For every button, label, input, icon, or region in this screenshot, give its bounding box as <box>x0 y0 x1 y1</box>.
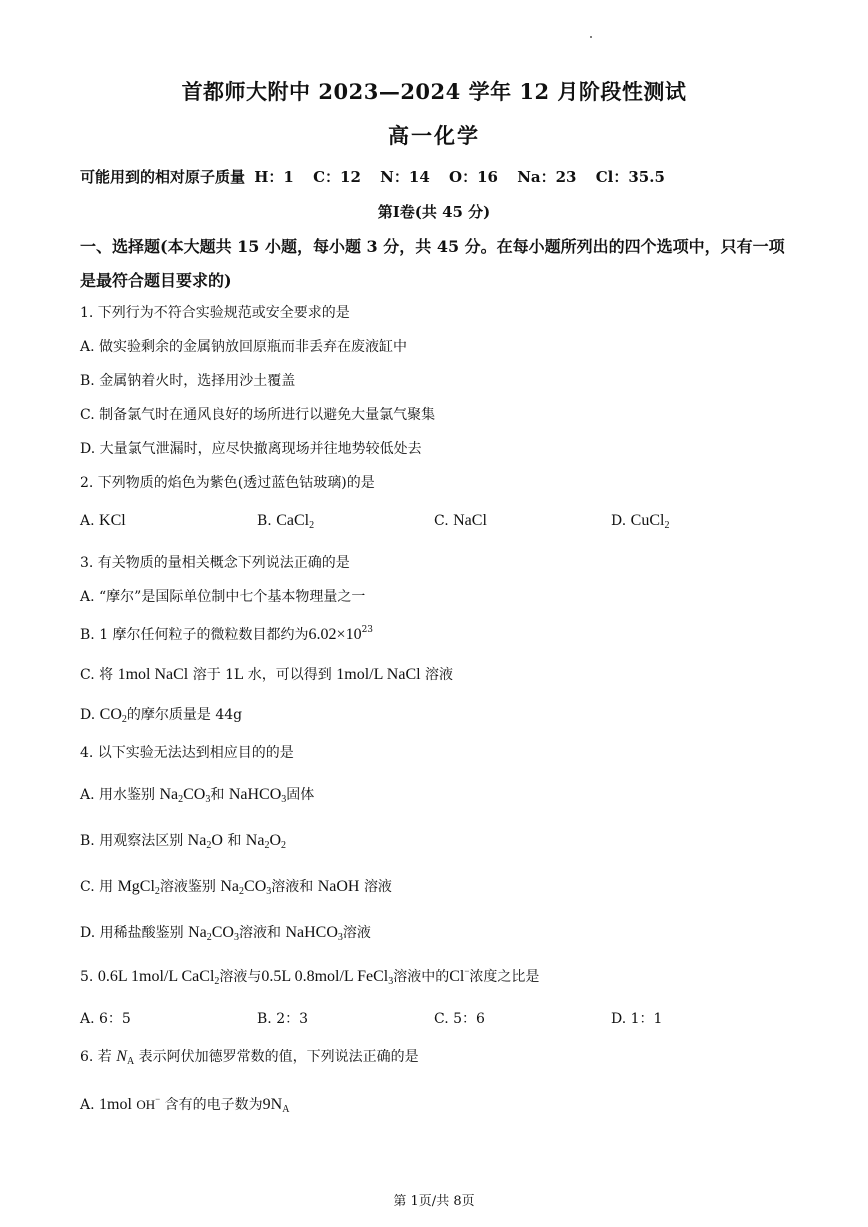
q1-option-b: B. 金属钠着火时，选择用沙土覆盖 <box>80 373 296 389</box>
q3-stem: 3. 有关物质的量相关概念下列说法正确的是 <box>80 555 350 571</box>
q5-option-c: C. 5：6 <box>434 1011 485 1027</box>
atomic-masses <box>80 166 679 187</box>
page-footer: 第 1页/共 8页 <box>393 1194 475 1209</box>
q2-stem: 2. 下列物质的焰色为紫色(透过蓝色钴玻璃)的是 <box>80 475 375 491</box>
q5-option-d: D. 1：1 <box>611 1011 663 1027</box>
q4-stem: 4. 以下实验无法达到相应目的的是 <box>80 745 294 761</box>
atomic-mass-item: C：12 <box>313 168 361 186</box>
atomic-mass-item: H：1 <box>254 168 294 186</box>
atomic-mass-item: O：16 <box>449 168 498 186</box>
formula: KCl <box>99 512 126 529</box>
q2-option-a <box>80 512 126 530</box>
q4-option-d: D. 用稀盐酸鉴别 $Na_2CO_3$溶液和 NaHCO$_3$溶液 <box>80 924 371 943</box>
q6-option-a: A. 1mol OH− 含有的电子数为$9N_A$ <box>80 1094 290 1115</box>
q2-option-d <box>611 512 669 531</box>
scan-dot <box>590 36 592 38</box>
volume-title: 第Ⅰ卷(共 45 分) <box>377 203 491 221</box>
atomic-mass-item: Cl：35.5 <box>595 168 665 186</box>
option-label: C. <box>434 513 449 529</box>
atomic-masses-label: 可能用到的相对原子质量 <box>80 168 246 186</box>
q3-option-c: C. 将 1mol NaCl 溶于 1L 水，可以得到 1mol/L NaCl 溶液 <box>80 666 454 683</box>
atomic-mass-item: N：14 <box>380 168 430 186</box>
q5-option-a: A. 6：5 <box>80 1011 131 1027</box>
q3-option-a: A. “摩尔”是国际单位制中七个基本物理量之一 <box>80 589 366 605</box>
page-title: 首都师大附中 2023—2024 学年 12 月阶段性测试 <box>181 79 687 104</box>
atomic-mass-item: Na：23 <box>517 168 577 186</box>
q3-option-b: B. 1 摩尔任何粒子的微粒数目都约为$6.02\times 10^{23}$ <box>80 625 374 643</box>
q4-option-b: B. 用观察法区别 $Na_2O$ 和 $Na_2O_2$ <box>80 832 286 851</box>
q3-option-d: D. $CO_2$的摩尔质量是 44g <box>80 706 243 725</box>
q6-stem: 6. 若 $N_A$ 表示阿伏加德罗常数的值，下列说法正确的是 <box>80 1048 419 1067</box>
option-label: D. <box>611 513 627 529</box>
formula: CaCl$_2$ <box>276 512 315 531</box>
formula: CuCl$_2$ <box>630 512 670 531</box>
formula: NaCl <box>453 512 487 529</box>
page-subtitle: 高一化学 <box>388 123 480 148</box>
q1-option-d: D. 大量氯气泄漏时，应尽快撤离现场并往地势较低处去 <box>80 441 422 457</box>
option-label: B. <box>257 513 272 529</box>
q5-option-b: B. 2：3 <box>257 1011 309 1027</box>
q4-option-a: A. 用水鉴别 $Na_2CO_3$和 NaHCO$_3$固体 <box>80 786 315 805</box>
option-label: A. <box>80 513 95 529</box>
q2-option-b <box>257 512 314 531</box>
q1-stem: 1. 下列行为不符合实验规范或安全要求的是 <box>80 305 350 321</box>
q2-option-c <box>434 512 487 530</box>
q5-stem: 5. 0.6L 1mol/L CaCl$_2$溶液与0.5L 0.8mol/L FeCl$_3$溶液中的Cl−浓度之比是 <box>80 966 540 987</box>
section-title: 一、选择题(本大题共 15 小题，每小题 3 分，共 45 分。在每小题所列出的四个选项中，只有一项是最符合题目要求的) <box>80 237 785 290</box>
q1-option-a: A. 做实验剩余的金属钠放回原瓶而非丢弃在废液缸中 <box>80 339 408 355</box>
q4-option-c: C. 用 MgCl$_2$溶液鉴别 $Na_2CO_3$溶液和 NaOH 溶液 <box>80 878 392 897</box>
q1-option-c: C. 制备氯气时在通风良好的场所进行以避免大量氯气聚集 <box>80 407 436 423</box>
